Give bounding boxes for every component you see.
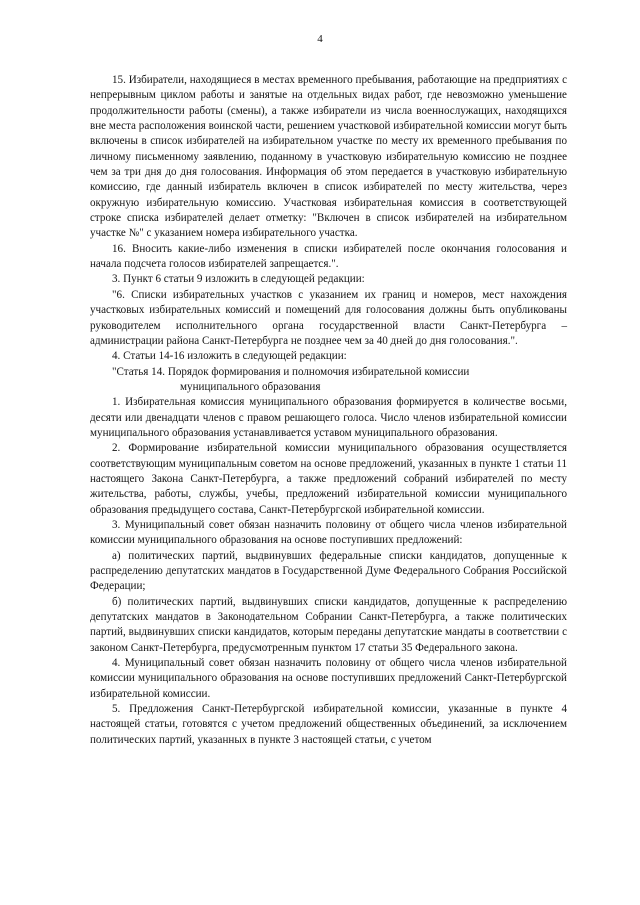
- article-heading-line1: "Статья 14. Порядок формирования и полномочия избирательной комиссии: [112, 365, 470, 378]
- document-body: [90, 73, 567, 748]
- article-heading-line2: муниципального образования: [180, 380, 321, 393]
- article-paragraph-3: 3. Муниципальный совет обязан назначить половину от общего числа членов избирательной комиссии муниципального образования на основе поступивших предложений:: [90, 518, 567, 547]
- amendment-item-3: 3. Пункт 6 статьи 9 изложить в следующей редакции:: [112, 273, 365, 286]
- paragraph-15: 15. Избиратели, находящиеся в местах временного пребывания, работающие на предприятиях с непрерывным циклом работы и занятые на отдельных видах работ, где невозможно уменьшение продолжительности работы (смены), а также избиратели из числа военнослужащих, находящихся вне места расположения воинской части, решением участковой избирательной комиссии могут быть включены в список избирателей на избирательном участке по месту их временного пребывания по личному письменному заявлению, поданному в участковую избирательную комиссию не позднее чем за три дня до дня голосования. Информация об этом передается в участковую избирательную комиссию, где данный избиратель включен в список избирателей по месту жительства, через окружную избирательную комиссию. Участковая избирательная комиссия в соответствующей строке списка избирателей делает отметку: "Включен в список избирателей на избирательном участке №" с указанием номера избирательного участка.: [90, 74, 567, 240]
- amendment-item-4: 4. Статьи 14-16 изложить в следующей редакции:: [112, 350, 347, 363]
- article-paragraph-5: 5. Предложения Санкт-Петербургской избирательной комиссии, указанные в пункте 4 настоящей статьи, готовятся с учетом предложений общественных объединений, за исключением политических партий, указанных в пункте 3 настоящей статьи, с учетом: [90, 703, 567, 746]
- article-14-heading: [90, 365, 567, 396]
- article-paragraph-4: 4. Муниципальный совет обязан назначить половину от общего числа членов избирательной комиссии муниципального образования на основе поступивших предложений Санкт-Петербургской избирательной комиссии.: [90, 657, 567, 700]
- paragraph-16: 16. Вносить какие-либо изменения в списки избирателей после окончания голосования и начала подсчета голосов избирателей запрещается.".: [90, 242, 567, 271]
- article-subitem-a: а) политических партий, выдвинувших федеральные списки кандидатов, допущенные к распределению депутатских мандатов в Государственной Думе Федерального Собрания Российской Федерации;: [90, 549, 567, 593]
- article-subitem-b: б) политических партий, выдвинувших списки кандидатов, допущенные к распределению депутатских мандатов в Законодательном Собрании Санкт-Петербурга, а также политических партий, выдвинувших списки кандидатов, которым переданы депутатские мандаты в соответствии с законом Санкт-Петербурга, предусмотренным пунктом 17 статьи 35 Федерального закона.: [90, 595, 567, 654]
- article-paragraph-2: 2. Формирование избирательной комиссии муниципального образования осуществляется соответствующим муниципальным советом на основе предложений, указанных в пункте 1 статьи 11 настоящего Закона Санкт-Петербурга, а также предложений собраний избирателей по месту жительства, работы, службы, учебы, предложений избирательной комиссии муниципального образования предыдущего состава, Санкт-Петербургской избирательной комиссии.: [90, 442, 567, 516]
- article-paragraph-1: 1. Избирательная комиссия муниципального образования формируется в количестве восьми, десяти или двенадцати членов с правом решающего голоса. Число членов избирательной комиссии муниципального образования устанавливается уставом муниципального образования.: [90, 396, 567, 439]
- page-number: 4: [317, 33, 323, 45]
- quoted-paragraph-6: "6. Списки избирательных участков с указанием их границ и номеров, мест нахождения участковых избирательных комиссий и помещений для голосования должны быть опубликованы руководителем исполнительного органа государственной власти Санкт-Петербурга – администрации района Санкт-Петербурга не позднее чем за 40 дней до дня голосования.".: [90, 288, 567, 347]
